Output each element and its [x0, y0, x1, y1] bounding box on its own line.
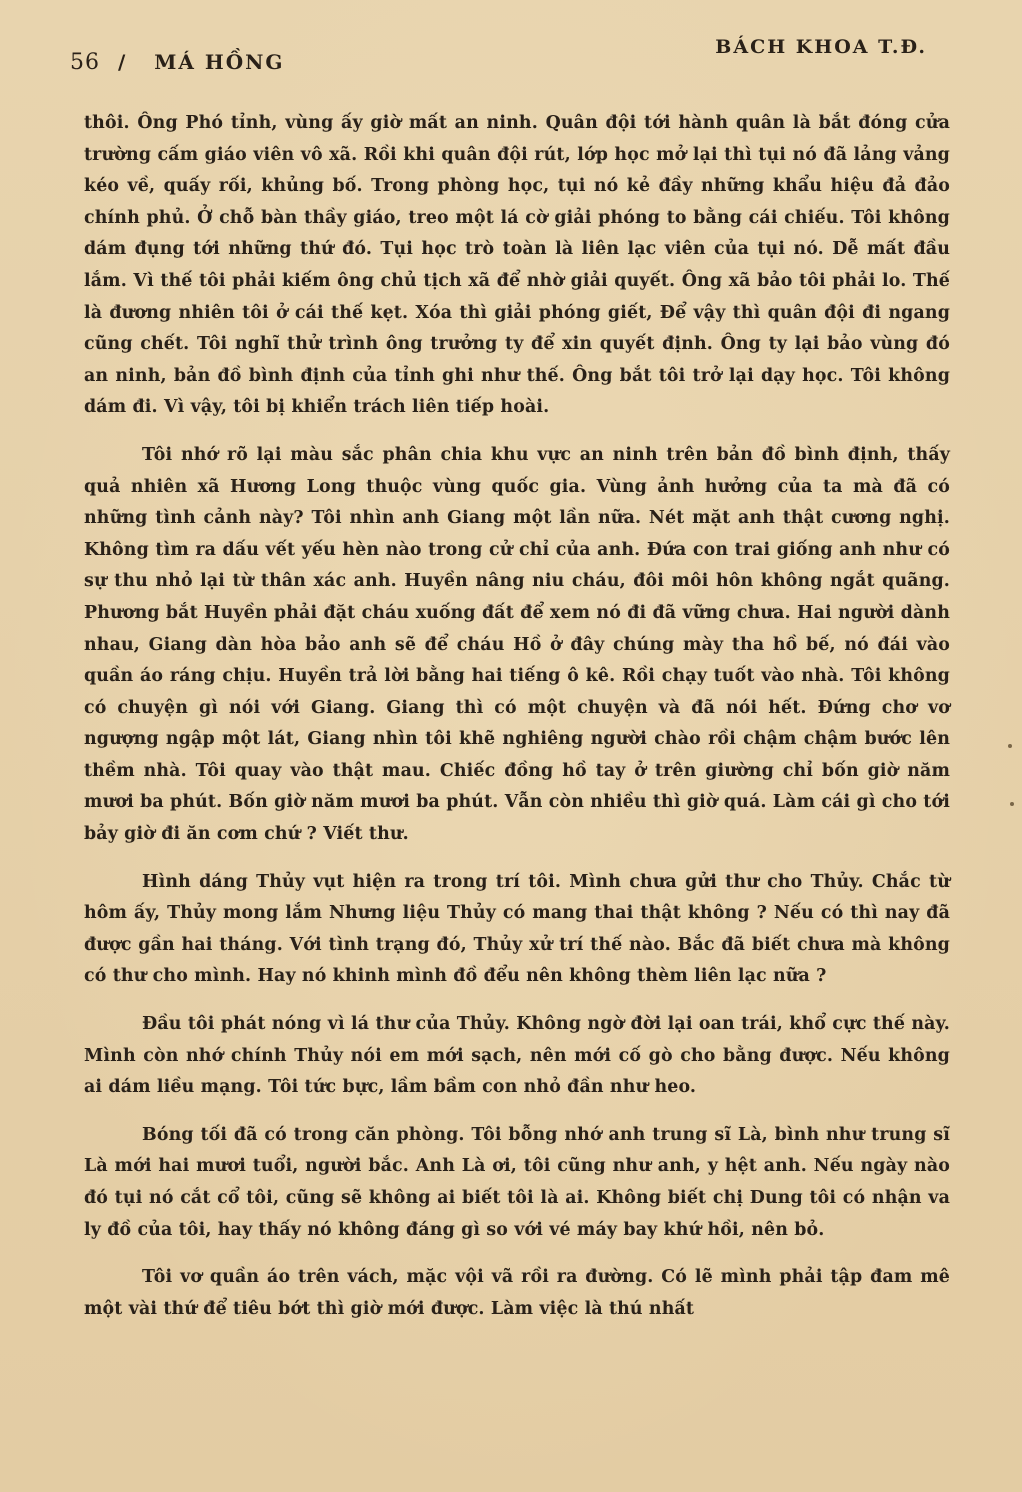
paper-speck — [1008, 744, 1012, 748]
paragraph: Tôi vơ quần áo trên vách, mặc vội vã rồi ra đường. Có lẽ mình phải tập đam mê một vài thứ để tiêu bớt thì giờ mới được. Làm việc là thú nhất — [84, 1267, 950, 1319]
paragraph: Tôi nhớ rõ lại màu sắc phân chia khu vực an ninh trên bản đồ bình định, thấy quả nhiên xã Hương Long thuộc vùng quốc gia. Vùng ảnh hưởng của ta mà đã có những tình cảnh này? Tôi nhìn anh Giang một lần nữa. Nét mặt anh thật cương nghị. Không tìm ra dấu vết yếu hèn nào trong cử chỉ của anh. Đứa con trai giống anh như có sự thu nhỏ lại từ thân xác anh. Huyền nâng niu cháu, đôi môi hôn không ngắt quãng. Phương bắt Huyền phải đặt cháu xuống đất để xem nó đi đã vững chưa. Hai người dành nhau, Giang dàn hòa bảo anh sẽ để cháu Hồ ở đây chúng mày tha hồ bế, nó đái vào quần áo ráng chịu. Huyền trả lời bằng hai tiếng ô kê. Rồi chạy tuốt vào nhà. Tôi không có chuyện gì nói với Giang. Giang thì có một chuyện và đã nói hết. Đứng chơ vơ ngượng ngập một lát, Giang nhìn tôi khẽ nghiêng người chào rồi chậm chậm bước lên thềm nhà. Tôi quay vào thật mau. Chiếc đồng hồ tay ở trên giường chỉ bốn giờ năm mươi ba phút. Bốn giờ năm mươi ba phút. Vẫn còn nhiều thì giờ quá. Làm cái gì cho tới bảy giờ đi ăn cơm chứ ? Viết thư. — [84, 444, 950, 845]
page-number: 56 — [70, 50, 100, 75]
journal-name: BÁCH KHOA T.Đ. — [715, 36, 927, 58]
page-header — [70, 36, 927, 80]
section-title-text: MÁ HỒNG — [154, 50, 285, 74]
paper-speck — [1010, 802, 1014, 806]
paragraph: Đầu tôi phát nóng vì lá thư của Thủy. Không ngờ đời lại oan trái, khổ cực thế này. Mình còn nhớ chính Thủy nói em mới sạch, nên mới cố gò cho bằng được. Nếu không ai dám liều mạng. Tôi tức bực, lầm bầm con nhỏ đần như heo. — [84, 1014, 950, 1098]
header-separator: / — [118, 50, 128, 74]
paragraph: Hình dáng Thủy vụt hiện ra trong trí tôi. Mình chưa gửi thư cho Thủy. Chắc từ hôm ấy, Thủy mong lắm Nhưng liệu Thủy có mang thai thật không ? Nếu có thì nay đã được gần hai tháng. Với tình trạng đó, Thủy xử trí thế nào. Bắc đã biết chưa mà không có thư cho mình. Hay nó khinh mình đồ đểu nên không thèm liên lạc nữa ? — [84, 871, 950, 987]
paragraph: Bóng tối đã có trong căn phòng. Tôi bỗng nhớ anh trung sĩ Là, bình như trung sĩ Là mới hai mươi tuổi, người bắc. Anh Là ơi, tôi cũng như anh, y hệt anh. Nếu ngày nào đó tụi nó cắt cổ tôi, cũng sẽ không ai biết tôi là ai. Không biết chị Dung tôi có nhận va ly đồ của tôi, hay thấy nó không đáng gì so với vé máy bay khứ hồi, nên bỏ. — [84, 1124, 950, 1240]
article-body — [84, 108, 950, 1341]
paragraph: thôi. Ông Phó tỉnh, vùng ấy giờ mất an ninh. Quân đội tới hành quân là bắt đóng cửa trường cấm giáo viên vô xã. Rồi khi quân đội rút, lớp học mở lại thì tụi nó đã lảng vảng kéo về, quấy rối, khủng bố. Trong phòng học, tụi nó kẻ đầy những khẩu hiệu đả đảo chính phủ. Ở chỗ bàn thầy giáo, treo một lá cờ giải phóng to bằng cái chiếu. Tôi không dám đụng tới những thứ đó. Tụi học trò toàn là liên lạc viên của tụi nó. Dễ mất đầu lắm. Vì thế tôi phải kiếm ông chủ tịch xã để nhờ giải quyết. Ông xã bảo tôi phải lo. Thế là đương nhiên tôi ở cái thế kẹt. Xóa thì giải phóng giết, Để vậy thì quân đội đi ngang cũng chết. Tôi nghĩ thử trình ông trưởng ty để xin quyết định. Ông ty lại bảo vùng đó an ninh, bản đồ bình định của tỉnh ghi như thế. Ông bắt tôi trở lại dạy học. Tôi không dám đi. Vì vậy, tôi bị khiển trách liên tiếp hoài. — [84, 113, 950, 418]
section-title — [118, 50, 285, 74]
